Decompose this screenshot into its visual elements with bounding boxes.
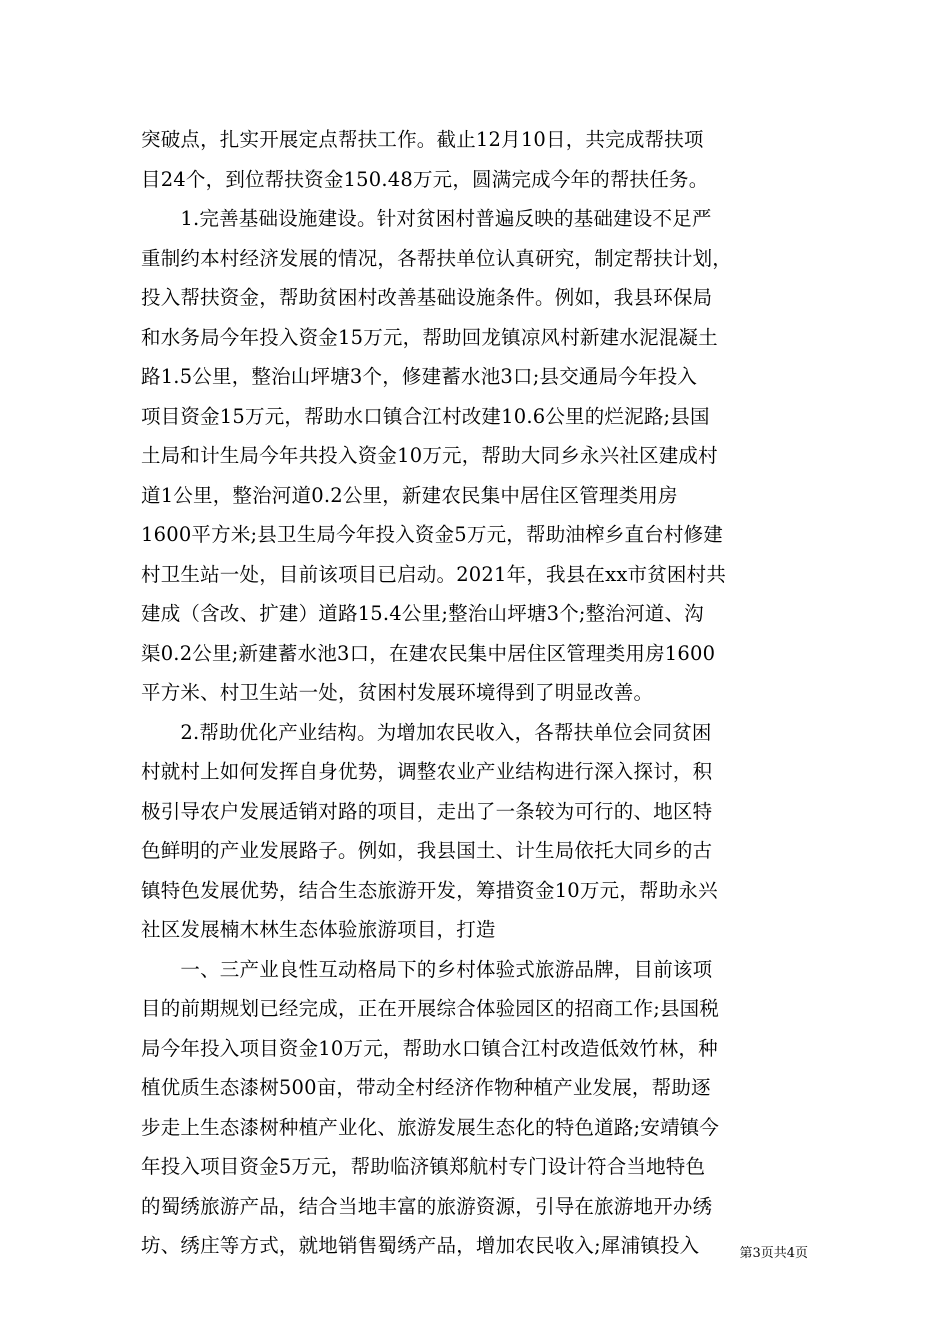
body-paragraph <box>141 120 813 199</box>
text-line: 目24个，到位帮扶资金150.48万元，圆满完成今年的帮扶任务。 <box>141 167 709 191</box>
body-paragraph <box>141 950 813 1266</box>
text-line: 极引导农户发展适销对路的项目，走出了一条较为可行的、地区特 <box>141 799 713 823</box>
text-line: 和水务局今年投入资金15万元，帮助回龙镇凉风村新建水泥混凝土 <box>141 325 718 349</box>
document-body <box>141 120 813 1266</box>
text-line: 道1公里，整治河道0.2公里，新建农民集中居住区管理类用房 <box>141 483 678 507</box>
text-line: 投入帮扶资金，帮助贫困村改善基础设施条件。例如，我县环保局 <box>141 286 713 309</box>
text-line: 坊、绣庄等方式，就地销售蜀绣产品，增加农民收入;犀浦镇投入 <box>141 1234 700 1257</box>
text-line: 突破点，扎实开展定点帮扶工作。截止12月10日，共完成帮扶项 <box>141 128 704 151</box>
text-line: 一、三产业良性互动格局下的乡村体验式旅游品牌，目前该项 <box>141 957 713 981</box>
text-line: 局今年投入项目资金10万元，帮助水口镇合江村改造低效竹林，种 <box>141 1036 718 1060</box>
text-line: 镇特色发展优势，结合生态旅游开发，筹措资金10万元，帮助永兴 <box>141 878 718 902</box>
text-line: 村卫生站一处，目前该项目已启动。2021年，我县在xx市贫困村共 <box>141 562 727 586</box>
text-line: 1600平方米;县卫生局今年投入资金5万元，帮助油榨乡直台村修建 <box>141 523 724 546</box>
text-line: 的蜀绣旅游产品，结合当地丰富的旅游资源，引导在旅游地开办绣 <box>141 1194 713 1218</box>
text-line: 村就村上如何发挥自身优势，调整农业产业结构进行深入探讨，积 <box>141 760 713 783</box>
text-line: 土局和计生局今年共投入资金10万元，帮助大同乡永兴社区建成村 <box>141 444 718 467</box>
body-paragraph <box>141 713 813 950</box>
text-line: 目的前期规划已经完成，正在开展综合体验园区的招商工作;县国税 <box>141 997 720 1020</box>
text-line: 2.帮助优化产业结构。为增加农民收入，各帮扶单位会同贫困 <box>141 720 712 744</box>
text-line: 步走上生态漆树种植产业化、旅游发展生态化的特色道路;安靖镇今 <box>141 1115 720 1139</box>
text-line: 渠0.2公里;新建蓄水池3口，在建农民集中居住区管理类用房1600 <box>141 641 716 665</box>
text-line: 项目资金15万元，帮助水口镇合江村改建10.6公里的烂泥路;县国 <box>141 404 710 428</box>
text-line: 1.完善基础设施建设。针对贫困村普遍反映的基础建设不足严 <box>141 207 712 230</box>
text-line: 社区发展楠木林生态体验旅游项目，打造 <box>141 918 496 941</box>
text-line: 建成（含改、扩建）道路15.4公里;整治山坪塘3个;整治河道、沟 <box>141 602 704 625</box>
text-line: 重制约本村经济发展的情况，各帮扶单位认真研究，制定帮扶计划， <box>141 246 733 270</box>
text-line: 植优质生态漆树500亩，带动全村经济作物种植产业发展，帮助逐 <box>141 1076 711 1099</box>
body-paragraph <box>141 199 813 713</box>
text-line: 平方米、村卫生站一处，贫困村发展环境得到了明显改善。 <box>141 681 654 704</box>
text-line: 年投入项目资金5万元，帮助临济镇郑航村专门设计符合当地特色 <box>141 1155 706 1178</box>
text-line: 路1.5公里，整治山坪塘3个，修建蓄水池3口;县交通局今年投入 <box>141 365 698 388</box>
page-number-footer: 第3页共4页 <box>739 1246 808 1261</box>
text-line: 色鲜明的产业发展路子。例如，我县国土、计生局依托大同乡的古 <box>141 839 713 862</box>
